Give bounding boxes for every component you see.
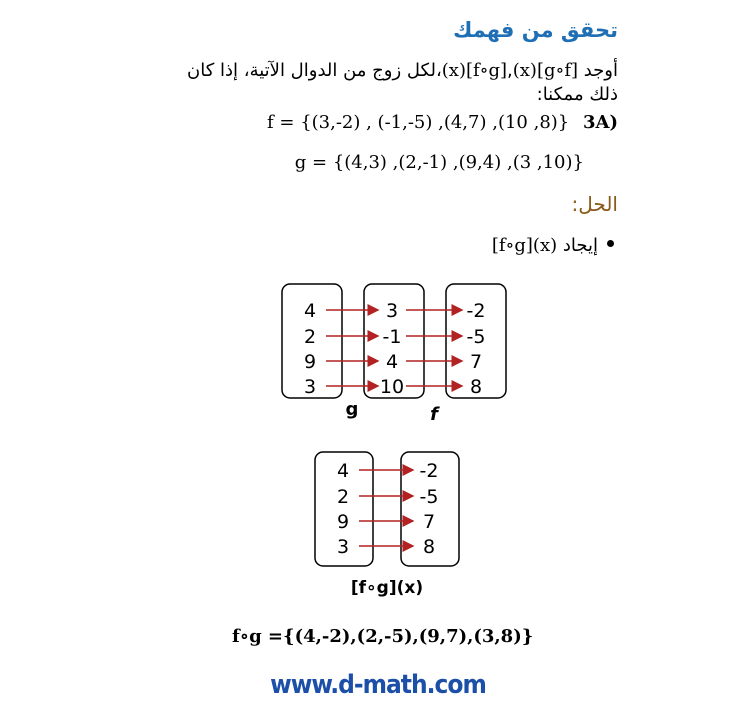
range-value: 8 <box>469 376 483 398</box>
composite-label: [f∘g](x) <box>350 578 424 598</box>
label-g: g <box>345 399 359 420</box>
question-prefix: أوجد <box>578 60 618 81</box>
question-line-2: ذلك ممكنا: <box>536 84 618 105</box>
bullet-expr: [f∘g](x) <box>491 235 558 256</box>
composite-domain-value: 4 <box>336 460 350 482</box>
composition-result: f∘g ={(4,-2),(2,-5),(9,7),(3,8)} <box>232 626 534 647</box>
problem-label: 3A) <box>582 112 618 133</box>
middle-value: 10 <box>379 376 405 398</box>
mapping-diagram-2 <box>305 448 475 608</box>
composite-range-value: 7 <box>422 511 436 533</box>
composite-domain-value: 2 <box>336 486 350 508</box>
domain-value: 3 <box>303 376 317 398</box>
f-set: f = {(3,-2) , (-1,-5) ,(4,7) ,(10 ,8)} <box>267 112 570 133</box>
f-set-line <box>267 112 618 133</box>
composite-domain-value: 3 <box>336 536 350 558</box>
middle-value: -1 <box>382 326 402 348</box>
page-title: تحقق من فهمك <box>453 18 618 42</box>
website-watermark: www.d-math.com <box>270 670 486 700</box>
expr-fog: (x)[f∘g] <box>441 60 508 81</box>
bullet-item <box>492 235 598 256</box>
composite-range-value: 8 <box>422 536 436 558</box>
mapping-diagram-1 <box>270 280 520 430</box>
composite-range-value: -5 <box>419 486 439 508</box>
domain-value: 9 <box>303 351 317 373</box>
middle-value: 3 <box>385 300 399 322</box>
bullet-text: إيجاد <box>562 235 598 256</box>
domain-value: 4 <box>303 300 317 322</box>
domain-value: 2 <box>303 326 317 348</box>
range-value: -2 <box>466 300 486 322</box>
label-f: f <box>430 404 438 425</box>
composite-domain-value: 9 <box>336 511 350 533</box>
range-value: -5 <box>466 326 486 348</box>
question-suffix: ،لكل زوج من الدوال الآتية، إذا كان <box>187 60 442 81</box>
question-line-1: أوجد (x)[g∘f],(x)[f∘g]،لكل زوج من الدوال الآتية، إذا كان <box>187 60 618 81</box>
middle-value: 4 <box>385 351 399 373</box>
g-set: g = {(4,3) ,(2,-1) ,(9,4) ,(3 ,10)} <box>294 152 584 173</box>
range-value: 7 <box>469 351 483 373</box>
solution-label: الحل: <box>571 192 618 216</box>
bullet-dot <box>607 240 614 247</box>
composite-range-value: -2 <box>419 460 439 482</box>
expr-gof: (x)[g∘f] <box>512 60 578 81</box>
